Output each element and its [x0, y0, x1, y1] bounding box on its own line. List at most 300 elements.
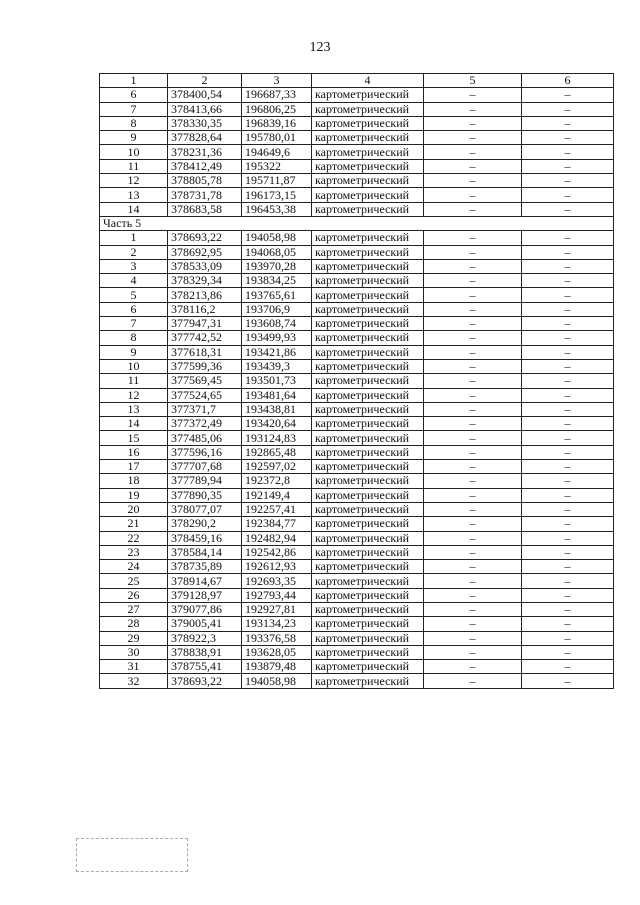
- y-coordinate-cell: 193765,61: [242, 288, 312, 302]
- x-coordinate-cell: 377828,64: [168, 131, 242, 145]
- y-coordinate-cell: 196173,15: [242, 188, 312, 202]
- y-coordinate-cell: 193420,64: [242, 417, 312, 431]
- point-number-cell: 31: [100, 660, 168, 674]
- col6-cell: –: [522, 302, 614, 316]
- col5-cell: –: [424, 359, 522, 373]
- y-coordinate-cell: 196839,16: [242, 116, 312, 130]
- col5-cell: –: [424, 388, 522, 402]
- table-header-row: [100, 74, 614, 88]
- col6-cell: –: [522, 245, 614, 259]
- point-number-cell: 3: [100, 259, 168, 273]
- x-coordinate-cell: 377524,65: [168, 388, 242, 402]
- y-coordinate-cell: 193834,25: [242, 274, 312, 288]
- col5-cell: –: [424, 488, 522, 502]
- col5-cell: –: [424, 617, 522, 631]
- method-cell: картометрический: [312, 88, 424, 102]
- method-cell: картометрический: [312, 159, 424, 173]
- col5-cell: –: [424, 302, 522, 316]
- col5-cell: –: [424, 231, 522, 245]
- col6-cell: –: [522, 88, 614, 102]
- point-number-cell: 29: [100, 631, 168, 645]
- col5-cell: –: [424, 574, 522, 588]
- column-header: 6: [522, 74, 614, 88]
- point-number-cell: 13: [100, 188, 168, 202]
- method-cell: картометрический: [312, 317, 424, 331]
- x-coordinate-cell: 377947,31: [168, 317, 242, 331]
- x-coordinate-cell: 377789,94: [168, 474, 242, 488]
- col5-cell: –: [424, 374, 522, 388]
- method-cell: картометрический: [312, 274, 424, 288]
- col5-cell: –: [424, 645, 522, 659]
- y-coordinate-cell: 192612,93: [242, 560, 312, 574]
- point-number-cell: 7: [100, 317, 168, 331]
- x-coordinate-cell: 378584,14: [168, 545, 242, 559]
- coordinates-table: [99, 73, 614, 689]
- col6-cell: –: [522, 402, 614, 416]
- table-row: [100, 331, 614, 345]
- y-coordinate-cell: 196453,38: [242, 202, 312, 216]
- table-row: [100, 188, 614, 202]
- col5-cell: –: [424, 317, 522, 331]
- method-cell: картометрический: [312, 560, 424, 574]
- point-number-cell: 26: [100, 588, 168, 602]
- col5-cell: –: [424, 116, 522, 130]
- point-number-cell: 14: [100, 202, 168, 216]
- y-coordinate-cell: 193134,23: [242, 617, 312, 631]
- col6-cell: –: [522, 374, 614, 388]
- col6-cell: –: [522, 502, 614, 516]
- y-coordinate-cell: 193879,48: [242, 660, 312, 674]
- col5-cell: –: [424, 131, 522, 145]
- table-row: [100, 245, 614, 259]
- method-cell: картометрический: [312, 631, 424, 645]
- col5-cell: –: [424, 531, 522, 545]
- point-number-cell: 19: [100, 488, 168, 502]
- x-coordinate-cell: 378330,35: [168, 116, 242, 130]
- part-label-row: [100, 216, 614, 230]
- table-row: [100, 502, 614, 516]
- method-cell: картометрический: [312, 116, 424, 130]
- method-cell: картометрический: [312, 388, 424, 402]
- y-coordinate-cell: 193421,86: [242, 345, 312, 359]
- method-cell: картометрический: [312, 617, 424, 631]
- y-coordinate-cell: 193501,73: [242, 374, 312, 388]
- method-cell: картометрический: [312, 488, 424, 502]
- method-cell: картометрический: [312, 674, 424, 688]
- col5-cell: –: [424, 474, 522, 488]
- point-number-cell: 10: [100, 359, 168, 373]
- y-coordinate-cell: 194058,98: [242, 674, 312, 688]
- table-row: [100, 602, 614, 616]
- x-coordinate-cell: 378922,3: [168, 631, 242, 645]
- col6-cell: –: [522, 288, 614, 302]
- x-coordinate-cell: 378400,54: [168, 88, 242, 102]
- table-body-part-5: [100, 231, 614, 689]
- method-cell: картометрический: [312, 517, 424, 531]
- y-coordinate-cell: 193124,83: [242, 431, 312, 445]
- point-number-cell: 12: [100, 388, 168, 402]
- x-coordinate-cell: 378693,22: [168, 231, 242, 245]
- method-cell: картометрический: [312, 331, 424, 345]
- method-cell: картометрический: [312, 431, 424, 445]
- col5-cell: –: [424, 545, 522, 559]
- column-header: 3: [242, 74, 312, 88]
- method-cell: картометрический: [312, 531, 424, 545]
- x-coordinate-cell: 378692,95: [168, 245, 242, 259]
- col6-cell: –: [522, 345, 614, 359]
- table-row: [100, 674, 614, 688]
- part-label: Часть 5: [100, 216, 614, 230]
- method-cell: картометрический: [312, 460, 424, 474]
- col5-cell: –: [424, 517, 522, 531]
- y-coordinate-cell: 193438,81: [242, 402, 312, 416]
- x-coordinate-cell: 378914,67: [168, 574, 242, 588]
- x-coordinate-cell: 377569,45: [168, 374, 242, 388]
- x-coordinate-cell: 378231,36: [168, 145, 242, 159]
- col6-cell: –: [522, 545, 614, 559]
- y-coordinate-cell: 196687,33: [242, 88, 312, 102]
- x-coordinate-cell: 377707,68: [168, 460, 242, 474]
- table-row: [100, 317, 614, 331]
- point-number-cell: 17: [100, 460, 168, 474]
- column-header: 5: [424, 74, 522, 88]
- table-row: [100, 288, 614, 302]
- y-coordinate-cell: 192865,48: [242, 445, 312, 459]
- method-cell: картометрический: [312, 174, 424, 188]
- y-coordinate-cell: 193481,64: [242, 388, 312, 402]
- col5-cell: –: [424, 102, 522, 116]
- col6-cell: –: [522, 417, 614, 431]
- col5-cell: –: [424, 259, 522, 273]
- y-coordinate-cell: 193970,28: [242, 259, 312, 273]
- point-number-cell: 27: [100, 602, 168, 616]
- x-coordinate-cell: 378459,16: [168, 531, 242, 545]
- method-cell: картометрический: [312, 259, 424, 273]
- table-row: [100, 545, 614, 559]
- col6-cell: –: [522, 274, 614, 288]
- point-number-cell: 28: [100, 617, 168, 631]
- faded-stamp: [76, 838, 188, 872]
- col6-cell: –: [522, 445, 614, 459]
- page-number: 123: [309, 40, 331, 55]
- col6-cell: –: [522, 188, 614, 202]
- method-cell: картометрический: [312, 302, 424, 316]
- col6-cell: –: [522, 531, 614, 545]
- table-row: [100, 474, 614, 488]
- y-coordinate-cell: 195322: [242, 159, 312, 173]
- x-coordinate-cell: 377618,31: [168, 345, 242, 359]
- y-coordinate-cell: 196806,25: [242, 102, 312, 116]
- method-cell: картометрический: [312, 245, 424, 259]
- col5-cell: –: [424, 159, 522, 173]
- table-row: [100, 259, 614, 273]
- x-coordinate-cell: 377371,7: [168, 402, 242, 416]
- col5-cell: –: [424, 560, 522, 574]
- col6-cell: –: [522, 660, 614, 674]
- col6-cell: –: [522, 231, 614, 245]
- col6-cell: –: [522, 359, 614, 373]
- point-number-cell: 12: [100, 174, 168, 188]
- table-row: [100, 374, 614, 388]
- table-row: [100, 131, 614, 145]
- point-number-cell: 9: [100, 131, 168, 145]
- point-number-cell: 7: [100, 102, 168, 116]
- method-cell: картометрический: [312, 574, 424, 588]
- method-cell: картометрический: [312, 502, 424, 516]
- col5-cell: –: [424, 174, 522, 188]
- method-cell: картометрический: [312, 288, 424, 302]
- method-cell: картометрический: [312, 359, 424, 373]
- point-number-cell: 22: [100, 531, 168, 545]
- x-coordinate-cell: 378755,41: [168, 660, 242, 674]
- point-number-cell: 23: [100, 545, 168, 559]
- y-coordinate-cell: 193706,9: [242, 302, 312, 316]
- method-cell: картометрический: [312, 188, 424, 202]
- method-cell: картометрический: [312, 402, 424, 416]
- table-row: [100, 145, 614, 159]
- col5-cell: –: [424, 188, 522, 202]
- table-row: [100, 174, 614, 188]
- y-coordinate-cell: 193499,93: [242, 331, 312, 345]
- col6-cell: –: [522, 602, 614, 616]
- point-number-cell: 13: [100, 402, 168, 416]
- point-number-cell: 11: [100, 159, 168, 173]
- method-cell: картометрический: [312, 417, 424, 431]
- table-row: [100, 431, 614, 445]
- point-number-cell: 2: [100, 245, 168, 259]
- col5-cell: –: [424, 288, 522, 302]
- col6-cell: –: [522, 617, 614, 631]
- col6-cell: –: [522, 560, 614, 574]
- col6-cell: –: [522, 202, 614, 216]
- x-coordinate-cell: 378533,09: [168, 259, 242, 273]
- point-number-cell: 1: [100, 231, 168, 245]
- point-number-cell: 24: [100, 560, 168, 574]
- table-row: [100, 345, 614, 359]
- point-number-cell: 21: [100, 517, 168, 531]
- y-coordinate-cell: 192693,35: [242, 574, 312, 588]
- col6-cell: –: [522, 460, 614, 474]
- table-row: [100, 574, 614, 588]
- col6-cell: –: [522, 259, 614, 273]
- y-coordinate-cell: 192597,02: [242, 460, 312, 474]
- table-row: [100, 116, 614, 130]
- point-number-cell: 11: [100, 374, 168, 388]
- point-number-cell: 18: [100, 474, 168, 488]
- x-coordinate-cell: 378329,34: [168, 274, 242, 288]
- column-header: 4: [312, 74, 424, 88]
- col5-cell: –: [424, 445, 522, 459]
- col6-cell: –: [522, 431, 614, 445]
- col6-cell: –: [522, 588, 614, 602]
- y-coordinate-cell: 192542,86: [242, 545, 312, 559]
- table-row: [100, 488, 614, 502]
- col6-cell: –: [522, 159, 614, 173]
- col6-cell: –: [522, 674, 614, 688]
- col5-cell: –: [424, 88, 522, 102]
- y-coordinate-cell: 192793,44: [242, 588, 312, 602]
- y-coordinate-cell: 195711,87: [242, 174, 312, 188]
- col5-cell: –: [424, 588, 522, 602]
- point-number-cell: 4: [100, 274, 168, 288]
- method-cell: картометрический: [312, 660, 424, 674]
- y-coordinate-cell: 194058,98: [242, 231, 312, 245]
- x-coordinate-cell: 377596,16: [168, 445, 242, 459]
- y-coordinate-cell: 192482,94: [242, 531, 312, 545]
- column-header: 1: [100, 74, 168, 88]
- table-row: [100, 417, 614, 431]
- point-number-cell: 25: [100, 574, 168, 588]
- y-coordinate-cell: 195780,01: [242, 131, 312, 145]
- y-coordinate-cell: 192384,77: [242, 517, 312, 531]
- y-coordinate-cell: 192927,81: [242, 602, 312, 616]
- table-row: [100, 617, 614, 631]
- y-coordinate-cell: 193376,58: [242, 631, 312, 645]
- method-cell: картометрический: [312, 345, 424, 359]
- col5-cell: –: [424, 431, 522, 445]
- x-coordinate-cell: 378413,66: [168, 102, 242, 116]
- col6-cell: –: [522, 574, 614, 588]
- x-coordinate-cell: 379077,86: [168, 602, 242, 616]
- col6-cell: –: [522, 102, 614, 116]
- point-number-cell: 20: [100, 502, 168, 516]
- point-number-cell: 30: [100, 645, 168, 659]
- table-row: [100, 88, 614, 102]
- col5-cell: –: [424, 274, 522, 288]
- x-coordinate-cell: 378116,2: [168, 302, 242, 316]
- method-cell: картометрический: [312, 588, 424, 602]
- method-cell: картометрический: [312, 231, 424, 245]
- col6-cell: –: [522, 331, 614, 345]
- table-row: [100, 660, 614, 674]
- table-row: [100, 531, 614, 545]
- col6-cell: –: [522, 131, 614, 145]
- x-coordinate-cell: 377372,49: [168, 417, 242, 431]
- method-cell: картометрический: [312, 102, 424, 116]
- col5-cell: –: [424, 674, 522, 688]
- point-number-cell: 10: [100, 145, 168, 159]
- col6-cell: –: [522, 488, 614, 502]
- x-coordinate-cell: 378077,07: [168, 502, 242, 516]
- point-number-cell: 6: [100, 302, 168, 316]
- x-coordinate-cell: 377485,06: [168, 431, 242, 445]
- col5-cell: –: [424, 145, 522, 159]
- x-coordinate-cell: 377742,52: [168, 331, 242, 345]
- table-row: [100, 274, 614, 288]
- x-coordinate-cell: 377599,36: [168, 359, 242, 373]
- point-number-cell: 9: [100, 345, 168, 359]
- y-coordinate-cell: 192372,8: [242, 474, 312, 488]
- col5-cell: –: [424, 202, 522, 216]
- x-coordinate-cell: 378735,89: [168, 560, 242, 574]
- col6-cell: –: [522, 388, 614, 402]
- col6-cell: –: [522, 317, 614, 331]
- table-row: [100, 631, 614, 645]
- col5-cell: –: [424, 602, 522, 616]
- point-number-cell: 16: [100, 445, 168, 459]
- col5-cell: –: [424, 245, 522, 259]
- col5-cell: –: [424, 402, 522, 416]
- col5-cell: –: [424, 631, 522, 645]
- point-number-cell: 5: [100, 288, 168, 302]
- table-row: [100, 560, 614, 574]
- x-coordinate-cell: 378838,91: [168, 645, 242, 659]
- col6-cell: –: [522, 174, 614, 188]
- col5-cell: –: [424, 660, 522, 674]
- x-coordinate-cell: 378412,49: [168, 159, 242, 173]
- method-cell: картометрический: [312, 374, 424, 388]
- col6-cell: –: [522, 517, 614, 531]
- col5-cell: –: [424, 417, 522, 431]
- y-coordinate-cell: 194068,05: [242, 245, 312, 259]
- table-body-part-a: [100, 88, 614, 217]
- table-row: [100, 588, 614, 602]
- col6-cell: –: [522, 116, 614, 130]
- col5-cell: –: [424, 460, 522, 474]
- table-row: [100, 359, 614, 373]
- col5-cell: –: [424, 502, 522, 516]
- table-row: [100, 202, 614, 216]
- point-number-cell: 8: [100, 331, 168, 345]
- column-header: 2: [168, 74, 242, 88]
- col5-cell: –: [424, 331, 522, 345]
- method-cell: картометрический: [312, 145, 424, 159]
- table-row: [100, 645, 614, 659]
- point-number-cell: 32: [100, 674, 168, 688]
- method-cell: картометрический: [312, 445, 424, 459]
- table-row: [100, 159, 614, 173]
- x-coordinate-cell: 379005,41: [168, 617, 242, 631]
- x-coordinate-cell: 378731,78: [168, 188, 242, 202]
- point-number-cell: 14: [100, 417, 168, 431]
- y-coordinate-cell: 192149,4: [242, 488, 312, 502]
- y-coordinate-cell: 193608,74: [242, 317, 312, 331]
- table-row: [100, 445, 614, 459]
- method-cell: картометрический: [312, 645, 424, 659]
- x-coordinate-cell: 378213,86: [168, 288, 242, 302]
- table-row: [100, 231, 614, 245]
- table-row: [100, 460, 614, 474]
- col6-cell: –: [522, 145, 614, 159]
- method-cell: картометрический: [312, 602, 424, 616]
- part-section: [100, 216, 614, 230]
- col6-cell: –: [522, 645, 614, 659]
- method-cell: картометрический: [312, 474, 424, 488]
- table-row: [100, 388, 614, 402]
- x-coordinate-cell: 378693,22: [168, 674, 242, 688]
- table-row: [100, 517, 614, 531]
- col6-cell: –: [522, 631, 614, 645]
- x-coordinate-cell: 379128,97: [168, 588, 242, 602]
- point-number-cell: 8: [100, 116, 168, 130]
- col5-cell: –: [424, 345, 522, 359]
- point-number-cell: 6: [100, 88, 168, 102]
- y-coordinate-cell: 193628,05: [242, 645, 312, 659]
- y-coordinate-cell: 194649,6: [242, 145, 312, 159]
- y-coordinate-cell: 192257,41: [242, 502, 312, 516]
- x-coordinate-cell: 378290,2: [168, 517, 242, 531]
- method-cell: картометрический: [312, 131, 424, 145]
- method-cell: картометрический: [312, 202, 424, 216]
- x-coordinate-cell: 377890,35: [168, 488, 242, 502]
- x-coordinate-cell: 378683,58: [168, 202, 242, 216]
- table-row: [100, 102, 614, 116]
- point-number-cell: 15: [100, 431, 168, 445]
- col6-cell: –: [522, 474, 614, 488]
- method-cell: картометрический: [312, 545, 424, 559]
- table-row: [100, 302, 614, 316]
- table-row: [100, 402, 614, 416]
